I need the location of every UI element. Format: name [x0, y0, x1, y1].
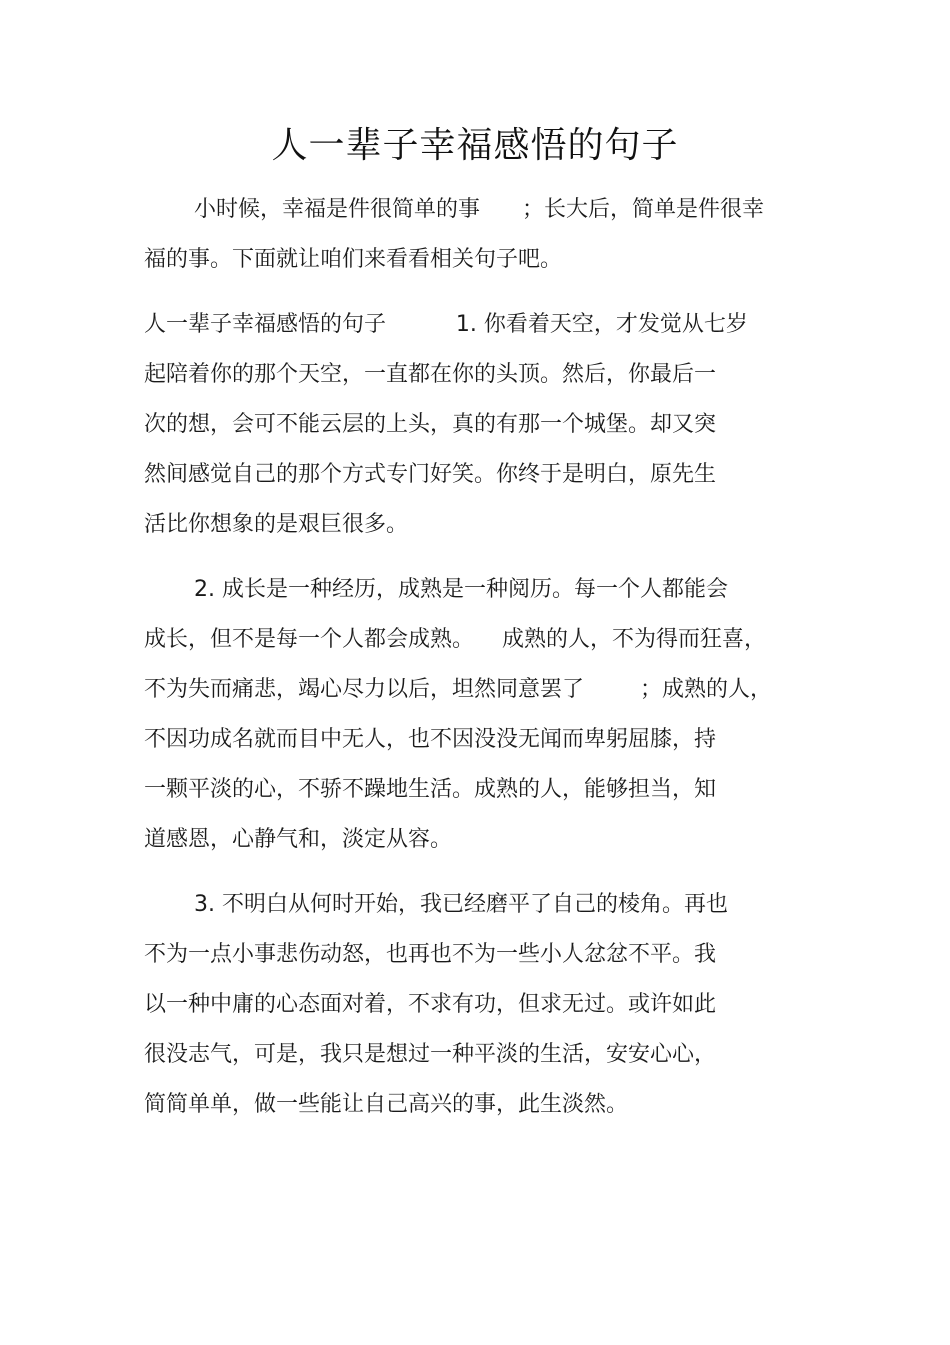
paragraph-2-line-5: 活比你想象的是艰巨很多。: [144, 512, 409, 537]
paragraph-3-line-4: 不因功成名就而目中无人，也不因没没无闻而卑躬屈膝，持: [144, 727, 717, 752]
paragraph-3-line-2: 成长，但不是每一个人都会成熟。 成熟的人，不为得而狂喜，: [144, 627, 766, 652]
paragraph-4-line-4: 很没志气，可是，我只是想过一种平淡的生活，安安心心，: [144, 1042, 717, 1067]
paragraph-4-line-2: 不为一点小事悲伤动怒，也再也不为一些小人忿忿不平。我: [144, 942, 717, 967]
paragraph-1-line-2: 福的事。下面就让咱们来看看相关句子吧。: [144, 247, 563, 272]
paragraph-4-line-3: 以一种中庸的心态面对着，不求有功，但求无过。或许如此: [144, 992, 717, 1017]
paragraph-2-line-4: 然间感觉自己的那个方式专门好笑。你终于是明白，原先生: [144, 462, 717, 487]
paragraph-3-line-3: 不为失而痛悲，竭心尽力以后，坦然同意罢了 ；成熟的人，: [144, 677, 772, 702]
paragraph-1-line-1: 小时候，幸福是件很简单的事 ；长大后，简单是件很幸: [194, 197, 764, 222]
paragraph-4-line-1: 3. 不明白从何时开始，我已经磨平了自己的棱角。再也: [194, 892, 728, 917]
paragraph-4-line-5: 简简单单，做一些能让自己高兴的事，此生淡然。: [144, 1092, 629, 1117]
paragraph-2-line-2: 起陪着你的那个天空，一直都在你的头顶。然后，你最后一: [144, 362, 717, 387]
paragraph-3-line-1: 2. 成长是一种经历，成熟是一种阅历。每一个人都能会: [194, 577, 728, 602]
paragraph-3-line-6: 道感恩，心静气和，淡定从容。: [144, 827, 453, 852]
paragraph-3-line-5: 一颗平淡的心，不骄不躁地生活。成熟的人，能够担当，知: [144, 777, 717, 802]
document-title: 人一辈子幸福感悟的句子: [271, 125, 679, 166]
paragraph-2-line-3: 次的想，会可不能云层的上头，真的有那一个城堡。却又突: [144, 412, 717, 437]
paragraph-2-line-1: 人一辈子幸福感悟的句子 1. 你看着天空，才发觉从七岁: [144, 312, 748, 337]
